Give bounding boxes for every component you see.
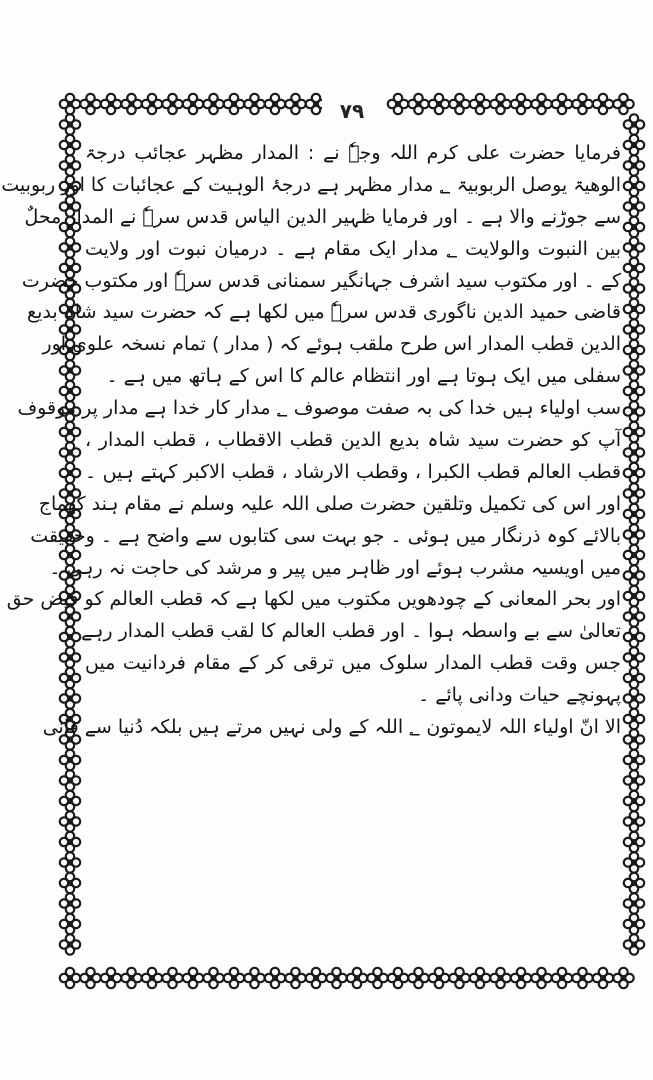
text-line: تعالیٰ سے بے واسطہ ہوا ۔ اور قطب العالم کا لقب قطب المدار رہے ۔ [63, 620, 621, 643]
border-ornament [624, 586, 644, 606]
border-ornament [60, 668, 80, 688]
border-ornament [203, 94, 223, 114]
border-ornament [80, 968, 100, 988]
border-ornament [429, 94, 449, 114]
border-ornament [624, 770, 644, 790]
text-line: اور بحر المعانی کے چودھویں مکتوب میں لکھا ہے کہ قطب العالم کو فیض حق [6, 588, 621, 611]
text-line: الا انّ اولیاء اللہ لایموتون ؂ اللہ کے ولی نہیں مرتے ہیں بلکہ دُنیا سے فانی [42, 716, 621, 739]
text-line: قاضی حمید الدین ناگوری قدس سرہٗ میں لکھا ہے کہ حضرت سید شاہ بدیع [27, 301, 621, 324]
border-ornament [121, 94, 141, 114]
page-number: ۷۹ [322, 97, 382, 125]
border-ornament [470, 968, 490, 988]
border-ornament [572, 968, 592, 988]
border-ornament [490, 968, 510, 988]
border-ornament [624, 114, 644, 134]
border-ornament [449, 94, 469, 114]
border-ornament [624, 709, 644, 729]
border-ornament [285, 968, 305, 988]
border-ornament [60, 791, 80, 811]
border-ornament [60, 114, 80, 134]
border-ornament [624, 504, 644, 524]
text-line: کے ۔ اور مکتوب سید اشرف جہانگیر سمنانی قدس سرہٗ اور مکتوب حضرت [21, 269, 621, 292]
border-ornament [531, 94, 551, 114]
border-ornament [624, 545, 644, 565]
border-ornament [624, 627, 644, 647]
text-line: بالائے کوہ ذرنگار میں ہوئی ۔ جو بہت سی کتابوں سے واضح ہے ۔ وحقیقت [30, 524, 621, 547]
border-ornament [624, 811, 644, 831]
border-ornament [624, 155, 644, 175]
border-ornament [183, 94, 203, 114]
border-ornament [613, 968, 633, 988]
border-ornament [624, 791, 644, 811]
border-ornament [490, 94, 510, 114]
border-ornament [60, 237, 80, 257]
border-ornament [624, 729, 644, 749]
border-ornament [224, 968, 244, 988]
border-ornament [408, 968, 428, 988]
border-ornament [429, 968, 449, 988]
border-ornament [624, 647, 644, 667]
border-ornament [408, 94, 428, 114]
border-ornament [265, 94, 285, 114]
border-ornament [60, 934, 80, 954]
border-ornament [624, 278, 644, 298]
border-ornament [60, 852, 80, 872]
border-ornament [80, 94, 100, 114]
text-line: سے جوڑنے والا ہے ۔ اور فرمایا ظہیر الدین الیاس قدس سرہٗ نے المدار محلٌ [24, 205, 621, 228]
border-ornament [511, 94, 531, 114]
border-ornament [60, 750, 80, 770]
border-ornament [624, 319, 644, 339]
text-line: جس وقت قطب المدار سلوک میں ترقی کر کے مقام فردانیت میں [85, 652, 621, 675]
border-ornament [60, 688, 80, 708]
border-ornament [60, 811, 80, 831]
border-ornament [624, 135, 644, 155]
border-ornament [101, 968, 121, 988]
border-ornament [142, 94, 162, 114]
border-ornament [624, 668, 644, 688]
border-ornament [60, 873, 80, 893]
border-ornament [162, 94, 182, 114]
border-ornament [326, 968, 346, 988]
text-line: فرمایا حضرت علی کرم اللہ وجہٗ نے : المدار مظہر عجائب درجۃ [85, 142, 621, 164]
border-ornament [593, 94, 613, 114]
border-ornament [60, 442, 80, 462]
border-ornament [470, 94, 490, 114]
border-ornament [624, 340, 644, 360]
border-ornament [624, 565, 644, 585]
border-ornament [624, 237, 644, 257]
border-ornament [624, 463, 644, 483]
border-ornament [552, 94, 572, 114]
border-ornament [60, 914, 80, 934]
border-ornament [624, 258, 644, 278]
border-ornament [624, 524, 644, 544]
border-ornament [624, 360, 644, 380]
border-ornament [60, 94, 80, 114]
border-ornament [624, 688, 644, 708]
border-ornament [265, 968, 285, 988]
border-ornament [388, 94, 408, 114]
border-ornament [624, 832, 644, 852]
text-line: الدین قطب المدار اس طرح ملقب ہوئے کہ ( مدار ) تمام نسخہ علوی اور [42, 333, 621, 356]
border-ornament [624, 934, 644, 954]
border-ornament [624, 914, 644, 934]
border-ornament [367, 968, 387, 988]
border-ornament [624, 217, 644, 237]
border-ornament [613, 94, 633, 114]
border-ornament [224, 94, 244, 114]
border-ornament [60, 968, 80, 988]
border-ornament [624, 750, 644, 770]
border-ornament [60, 360, 80, 380]
text-line: الوھیۃ یوصل الربوبیۃ ؂ مدار مظہر ہے درجۂ الوہیت کے عجائبات کا اور ربوبیت [1, 173, 621, 196]
border-ornament [624, 852, 644, 872]
border-ornament [203, 968, 223, 988]
text-line: سب اولیاء ہیں خدا کی بہ صفت موصوف ؂ مدار کار خدا ہے مدار پر موقوف [17, 397, 621, 420]
border-ornament [244, 968, 264, 988]
urdu-text-body [1, 138, 621, 744]
border-ornament [347, 968, 367, 988]
border-ornament [624, 299, 644, 319]
border-ornament [285, 94, 305, 114]
border-ornament [552, 968, 572, 988]
border-ornament [388, 968, 408, 988]
text-line: بین النبوت والولایت ؂ مدار ایک مقام ہے ۔ درمیان نبوت اور ولایت [85, 237, 621, 260]
border-ornament [624, 873, 644, 893]
border-ornament [142, 968, 162, 988]
border-ornament [306, 968, 326, 988]
border-ornament [60, 770, 80, 790]
border-ornament [624, 422, 644, 442]
text-line: سفلی میں ایک ہوتا ہے اور انتظام عالم کا اس کے ہاتھ میں ہے ۔ [106, 365, 621, 388]
border-ornament [60, 647, 80, 667]
border-ornament [593, 968, 613, 988]
border-ornament [572, 94, 592, 114]
border-ornament [162, 968, 182, 988]
text-line: قطب العالم قطب الکبرا ، وقطب الارشاد ، قطب الاکبر کہتے ہیں ۔ [85, 460, 621, 483]
text-line: میں اویسیہ مشرب ہوئے اور ظاہر میں پیر و مرشد کی حاجت نہ رہی ۔ [49, 556, 621, 579]
border-ornament [624, 381, 644, 401]
border-ornament [624, 442, 644, 462]
border-ornament [624, 176, 644, 196]
border-ornament [183, 968, 203, 988]
border-ornament [624, 196, 644, 216]
text-line: اور اس کی تکمیل وتلقین حضرت صلی اللہ علیہ وسلم نے مقام ہند کھماج [38, 492, 621, 515]
border-ornament [60, 832, 80, 852]
border-ornament [121, 968, 141, 988]
border-ornament [511, 968, 531, 988]
border-ornament [624, 401, 644, 421]
border-ornament [60, 893, 80, 913]
border-ornament [60, 463, 80, 483]
text-line: آپ کو حضرت سید شاہ بدیع الدین قطب الاقطاب ، قطب المدار ، [85, 429, 621, 452]
border-ornament [60, 135, 80, 155]
border-ornament [624, 483, 644, 503]
border-ornament [624, 893, 644, 913]
border-ornament [449, 968, 469, 988]
border-ornament [101, 94, 121, 114]
text-line: پہونچے حیات ودانی پائے ۔ [418, 684, 621, 707]
border-ornament [624, 606, 644, 626]
border-ornament [531, 968, 551, 988]
border-ornament [244, 94, 264, 114]
